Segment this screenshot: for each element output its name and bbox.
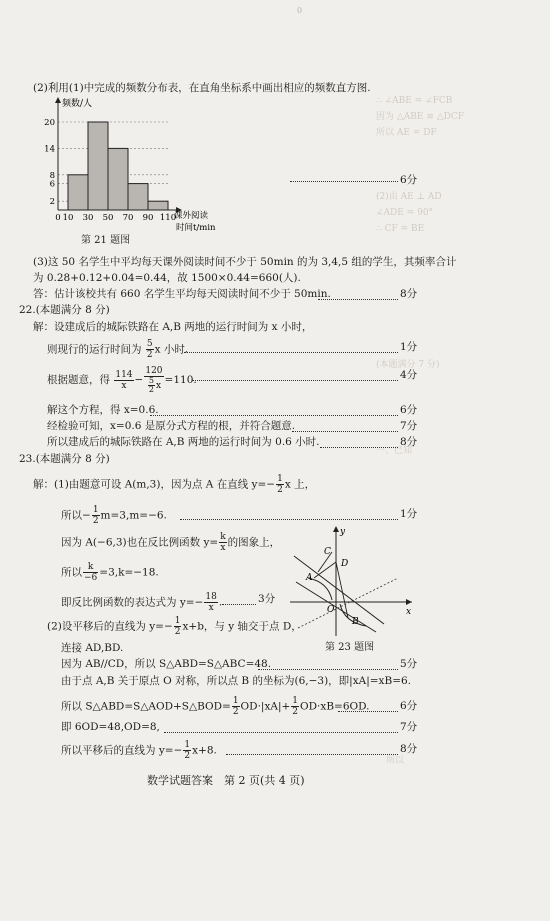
q21-part2-text: (2)利用(1)中完成的频数分布表，在直角坐标系中画出相应的频数直方图. (33, 82, 371, 94)
score-6: 6分 (400, 174, 418, 186)
fraction-1-over-2: $\frac{1}{2}$ (292, 696, 299, 717)
y-axis-title: 频数/人 (62, 99, 93, 109)
fraction-1-over-2: $\frac{1}{2}$ (184, 740, 191, 761)
q23-line9: 由于点 A,B 关于原点 O 对称，所以点 B 的坐标为(6,−3)，即|xA|=xB=6. (61, 675, 412, 687)
q23-line12: 所以平移后的直线为 y=− $\frac{1}{2}$ x+8. (61, 740, 217, 761)
x-axis-title: 时间t/min (176, 223, 216, 233)
score-6: 6分 (400, 700, 418, 712)
leader-dots (292, 431, 398, 432)
q23-line10: 所以 S△ABD=S△AOD+S△BOD= $\frac{1}{2}$ OD·|xA|+ $\frac{1}{2}$ OD·xB=6OD. (61, 696, 370, 717)
score-1: 1分 (400, 341, 418, 353)
graph-label-b: B (352, 617, 359, 627)
x-tick-label: 10 (62, 213, 74, 223)
q23-line8: 因为 AB//CD，所以 S△ABD=S△ABC=48. (61, 658, 272, 670)
q23-line4: 所以 $\frac{k}{-6}$ =3,k=−18. (61, 562, 159, 583)
graph-label-y: y (340, 527, 346, 537)
fraction-1-over-2: $\frac{1}{2}$ (92, 505, 99, 526)
leader-dots (222, 604, 256, 605)
score-4: 4分 (400, 369, 418, 381)
histogram-caption: 第 21 题图 (81, 235, 131, 246)
x-tick-label: 30 (82, 213, 94, 223)
x-tick-label: 70 (122, 213, 134, 223)
fraction-k-over-minus6: $\frac{k}{-6}$ (84, 562, 98, 583)
page-footer: 数学试题答案 第 2 页(共 4 页) (147, 774, 305, 787)
leader-dots (318, 299, 398, 300)
q22-heading: 22.(本题满分 8 分) (19, 304, 110, 316)
fraction-1-over-2: $\frac{1}{2}$ (174, 616, 181, 637)
q21-part3-line1: (3)这 50 名学生中平均每天课外阅读时间不少于 50min 的为 3,4,5 组的学生，其频率合计 (33, 256, 457, 268)
score-8: 8分 (400, 288, 418, 300)
histogram-bar (68, 175, 88, 210)
y-tick-label: 14 (44, 144, 55, 155)
x-tick-label: 0 (55, 213, 61, 223)
y-tick-label: 8 (49, 170, 55, 181)
score-5: 5分 (400, 658, 418, 670)
q23-line11: 即 6OD=48,OD=8, (61, 721, 160, 733)
x-axis-title: 课外阅读 (174, 211, 209, 221)
leader-dots (338, 711, 398, 712)
graph-label-o: O (327, 605, 335, 615)
graph-label-a: A (306, 573, 313, 583)
score-8: 8分 (400, 436, 418, 448)
q23-line1: 解：(1)由题意可设 A(m,3)，因为点 A 在直线 y=− $\frac{1}{2}$ x 上， (33, 474, 316, 495)
x-tick-label: 110 (159, 213, 177, 223)
fraction-18-over-x: $\frac{18}{x}$ (205, 592, 217, 613)
q22-line3: 根据题意，得 $\frac{114}{x}$ − 120 $\frac{5}{2}$ x =110. (47, 366, 197, 394)
leader-dots (226, 754, 398, 755)
leader-dots (258, 669, 398, 670)
top-mark: 0 (297, 6, 303, 15)
q23-heading: 23.(本题满分 8 分) (19, 453, 110, 465)
score-8: 8分 (400, 743, 418, 755)
graph-label-x: x (406, 607, 412, 617)
y-tick-label: 2 (49, 197, 55, 208)
graph-label-c: C (324, 547, 331, 557)
leader-dots (184, 352, 398, 353)
fraction-114-over-x: $\frac{114}{x}$ (115, 369, 133, 391)
y-tick-label: 6 (49, 179, 55, 190)
x-axis-arrow-icon (406, 599, 412, 605)
q23-line5: 即反比例函数的表达式为 y=− $\frac{18}{x}$ . (61, 592, 223, 613)
y-axis-arrow-icon (333, 526, 339, 532)
score-3: 3分 (258, 593, 276, 605)
q22-line1: 解：设建成后的城际铁路在 A,B 两地的运行时间为 x 小时， (33, 321, 313, 333)
fraction-5-over-2: $\frac{5}{2}$ (146, 339, 153, 360)
q23-line3: 因为 A(−6,3)也在反比例函数 y= $\frac{k}{x}$ 的图象上， (61, 532, 281, 553)
q23-line6: (2)设平移后的直线为 y=− $\frac{1}{2}$ x+b，与 y 轴交于点 D， (47, 616, 302, 637)
fraction-120-over-5-2x: 120 $\frac{5}{2}$ x (145, 366, 163, 394)
score-6: 6分 (400, 404, 418, 416)
fraction-1-over-2: $\frac{1}{2}$ (277, 474, 283, 495)
leader-dots (192, 380, 398, 381)
q23-line2: 所以− $\frac{1}{2}$ m=3,m=−6. (61, 505, 167, 526)
fraction-1-over-2: $\frac{1}{2}$ (232, 696, 239, 717)
q22-line5: 经检验可知，x=0.6 是原分式方程的根，并符合题意. (47, 420, 296, 432)
leader-dots (290, 181, 398, 182)
graph-caption: 第 23 题图 (325, 642, 375, 653)
x-tick-label: 90 (142, 213, 154, 223)
q21-part3-line2: 为 0.28+0.12+0.04=0.44，故 1500×0.44=660(人). (33, 272, 301, 284)
score-7: 7分 (400, 420, 418, 432)
x-tick-label: 50 (102, 213, 114, 223)
y-axis-arrow-icon (55, 97, 61, 103)
fraction-k-over-x: $\frac{k}{x}$ (220, 532, 226, 553)
score-1: 1分 (400, 508, 418, 520)
q22-line4: 解这个方程，得 x=0.6. (47, 404, 159, 416)
histogram-bar (88, 122, 108, 210)
answer-page: 0 ∴ ∠ABE = ∠FCB 因为 △ABE ≌ △DCF 所以 AE = DF (2)由 AE ⊥ AD ∠ADE = 90° ∴ CF = BE (本题满分 7 分) 一、已知 所以 (2)利用(1)中完成的频数分布表，在直角坐标系中画出相应的频数直方图. 2 6 8 14 20 0 10 30 50 70 90 110 频数/人 课外阅读 时间t/min 第 21 题图 6分 (3)这 50 名学生中平均每天课外阅读时间不少于 50min 的为 3,4,5 组的学生，其频率合计 为 0.28+0.12+0.04=0.44，故 1500×0.44=660(人). 答：估计该校共有 660 名学生平均每天阅读时间不少于 50min. 8分 22.(本题满分 8 分) 解：设建成后的城际铁路在 A,B 两地的运行时间为 x 小时， 则现行的运行时间为 $\frac{5}{2}$ x 小时. 1分 根据题意，得 $\frac{114}{x}$ − 120 $\frac{5}{2}$ x =110. 4分 解这个方程，得 x=0.6. 6分 经检验可知，x=0.6 是原分式方程的根，并符合题意. 7分 所以建成后的城际铁路在 A,B 两地的运行时间为 0.6 小时. 8分 23.(本题满分 8 分) 解：(1)由题意可设 A(m,3)，因为点 A 在直线 y=− $\frac{1}{2}$ x 上， 所以− $\frac{1}{2}$ m=3,m=−6. 1分 因为 A(−6,3)也在反比例函数 y= $\frac{k}{x}$ 的图象上， 所以 $\frac{k}{-6}$ =3,k=−18. 即反比例函数的表达式为 y=− $\frac{18}{x}$ . 3分 y x O A B C D 第 23 题图 (2)设平移后的直线为 y=− $\frac{1}{2}$ x+b，与 y 轴交于点 D， 连接 AD,BD. 因为 AB//CD，所以 S△ABD=S△ABC=48. 5分 由于点 A,B 关于原点 O 对称，所以点 B 的坐标为(6,−3)，即|xA|=xB=6. 所以 S△ABD=S△AOD+S△BOD= $\frac{1}{2}$ OD·|xA|+ $\frac{1}{2}$ OD·xB=6OD. 6分 即 6OD=48,OD=8, 7分 所以平移后的直线为 y=− $\frac{1}{2}$ x+8. 8分 数学试题答案 第 2 页(共 4 页) (19, 6, 464, 787)
histogram-bar (128, 184, 148, 210)
q22-line2: 则现行的运行时间为 $\frac{5}{2}$ x 小时. (47, 339, 189, 360)
q22-line6: 所以建成后的城际铁路在 A,B 两地的运行时间为 0.6 小时. (47, 436, 320, 448)
function-graph (288, 520, 418, 638)
leader-dots (150, 415, 398, 416)
graph-label-d: D (341, 559, 349, 569)
histogram-chart (28, 94, 218, 246)
y-tick-label: 20 (44, 118, 55, 128)
q23-line7: 连接 AD,BD. (61, 642, 124, 654)
histogram-bar (108, 148, 128, 210)
q21-answer: 答：估计该校共有 660 名学生平均每天阅读时间不少于 50min. (33, 288, 331, 300)
leader-dots (320, 447, 398, 448)
score-7: 7分 (400, 721, 418, 733)
histogram-bar (148, 201, 168, 210)
leader-dots (164, 732, 398, 733)
